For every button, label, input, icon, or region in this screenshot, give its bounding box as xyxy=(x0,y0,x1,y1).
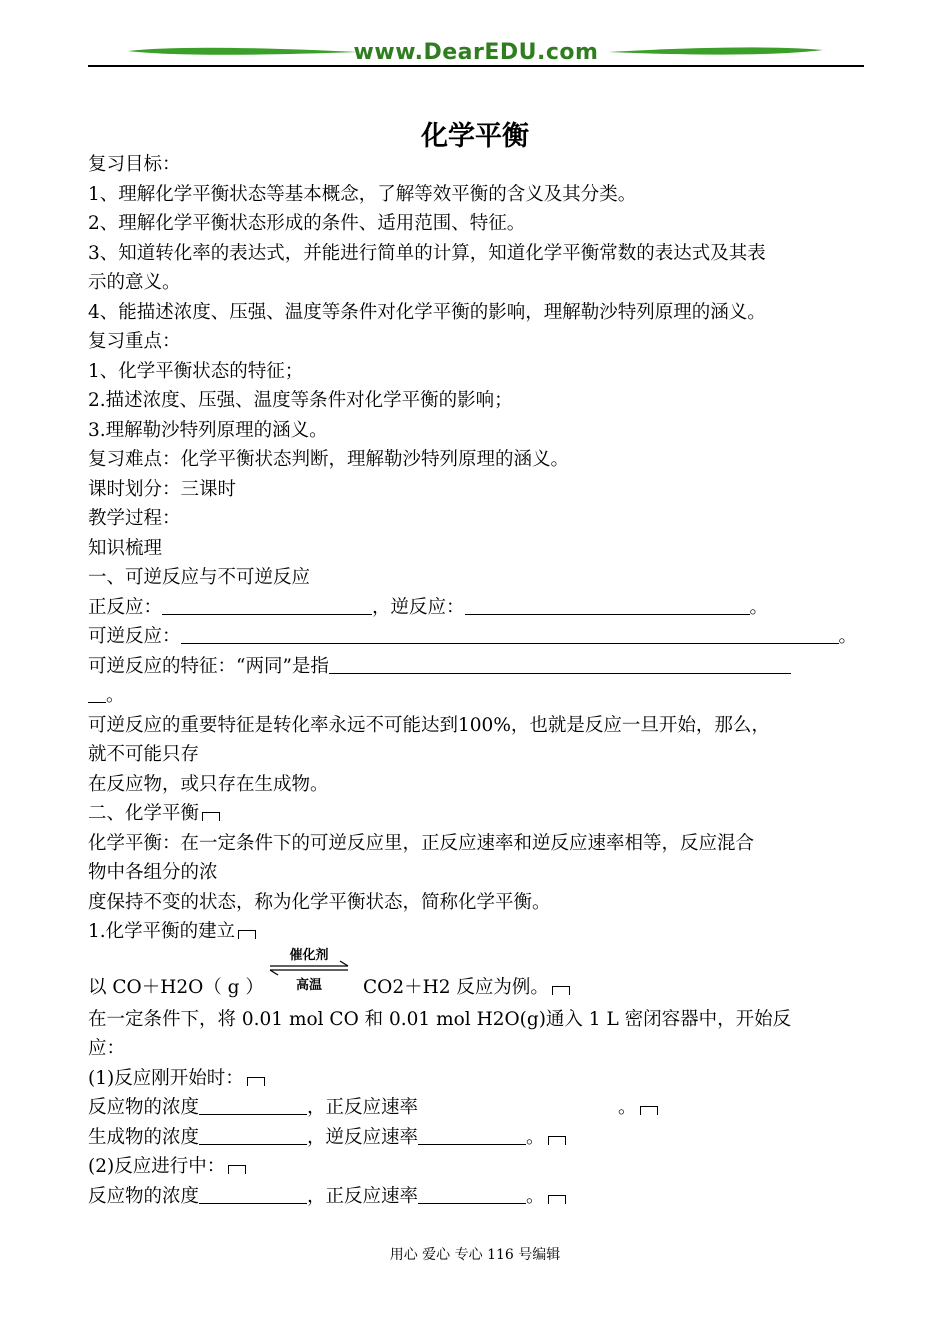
catalyst-label: 催化剂 xyxy=(289,947,329,963)
reversible-arrow-icon xyxy=(266,947,352,1005)
answer-blank[interactable] xyxy=(199,1126,307,1145)
page-header xyxy=(88,38,864,70)
paragraph-mark-icon xyxy=(247,1077,265,1086)
fill-line-forward-reverse xyxy=(88,593,866,623)
document-body xyxy=(88,150,866,1211)
paragraph-mark-icon xyxy=(552,986,570,995)
feature-label: 可逆反应的特征：“两同”是指 xyxy=(88,655,329,677)
text-line: 课时划分：三课时 xyxy=(88,478,237,500)
answer-blank[interactable] xyxy=(162,596,372,615)
paragraph-mark-icon xyxy=(548,1136,566,1145)
text-line: 4、能描述浓度、压强、温度等条件对化学平衡的影响，理解勒沙特列原理的涵义。 xyxy=(88,301,766,323)
reactant-conc-label: 反应物的浓度 xyxy=(88,1097,200,1118)
fill-line-feature-cont xyxy=(88,681,866,711)
period: 。 xyxy=(838,626,858,647)
equation-right xyxy=(363,973,570,1003)
site-logo: www.DearEDU.com xyxy=(353,40,599,65)
text-line: 知识梳理 xyxy=(88,537,163,559)
text-line: 1、化学平衡状态的特征； xyxy=(88,360,304,382)
text-line: 复习重点： xyxy=(88,331,181,352)
answer-blank[interactable] xyxy=(465,596,750,615)
paragraph-mark-icon xyxy=(238,930,256,939)
reversible-label: 可逆反应： xyxy=(88,626,181,647)
period: 。 xyxy=(749,596,769,618)
fill-line-feature xyxy=(88,652,866,682)
paragraph-mark-icon xyxy=(228,1165,246,1174)
reactant-conc-label: 反应物的浓度 xyxy=(88,1185,200,1207)
text-line: 物中各组分的浓 xyxy=(88,862,218,883)
fill-line xyxy=(88,1123,866,1153)
answer-blank[interactable] xyxy=(199,1185,307,1204)
text-line: 3.理解勒沙特列原理的涵义。 xyxy=(88,419,328,441)
reverse-label: ，逆反应： xyxy=(372,596,465,618)
period: 。 xyxy=(526,1126,545,1148)
fill-line xyxy=(88,1182,866,1212)
paragraph-mark-icon xyxy=(202,812,220,821)
text-line: 在反应物，或只存在生成物。 xyxy=(88,773,329,795)
fill-line-reversible xyxy=(88,622,866,652)
period: 。 xyxy=(526,1185,545,1207)
period: 。 xyxy=(618,1097,637,1118)
fill-line xyxy=(88,1093,866,1123)
product-conc-label: 生成物的浓度 xyxy=(88,1126,200,1148)
answer-blank[interactable] xyxy=(199,1096,307,1115)
text-line: 就不可能只存 xyxy=(88,744,200,765)
answer-blank[interactable] xyxy=(418,1185,526,1204)
page-footer: 用心 爱心 专心 116 号编辑 xyxy=(389,1247,561,1263)
text-line: 应： xyxy=(88,1038,126,1059)
text-line: 示的意义。 xyxy=(88,272,181,293)
answer-blank[interactable] xyxy=(181,625,839,644)
answer-blank[interactable] xyxy=(329,655,791,674)
header-rule xyxy=(88,65,864,67)
step-heading xyxy=(88,1064,866,1094)
text-line: 一、可逆反应与不可逆反应 xyxy=(88,567,311,588)
equation-left: 以 CO＋H2O（ g ） xyxy=(88,976,264,998)
text-line: 化学平衡：在一定条件下的可逆反应里，正反应速率和逆反应速率相等，反应混合 xyxy=(88,832,755,854)
step-title: (2)反应进行中： xyxy=(88,1156,226,1177)
reverse-rate-label: ，逆反应速率 xyxy=(307,1126,419,1148)
text-line: 教学过程： xyxy=(88,508,181,529)
condition-label: 高温 xyxy=(295,977,323,993)
text-line: 1、理解化学平衡状态等基本概念，了解等效平衡的含义及其分类。 xyxy=(88,183,637,205)
text-line: 2、理解化学平衡状态形成的条件、适用范围、特征。 xyxy=(88,213,526,234)
text-line: 2.描述浓度、压强、温度等条件对化学平衡的影响； xyxy=(88,390,513,411)
equation-right-text: CO2＋H2 反应为例。 xyxy=(363,976,549,998)
section-heading xyxy=(88,799,866,829)
forward-rate-label: ，正反应速率 xyxy=(307,1185,419,1207)
subsection-title: 1.化学平衡的建立 xyxy=(88,921,236,942)
answer-blank[interactable] xyxy=(88,684,106,703)
chemical-equation xyxy=(88,947,866,1005)
forward-label: 正反应： xyxy=(88,596,163,618)
paragraph-mark-icon xyxy=(640,1106,658,1115)
text-line: 复习目标： xyxy=(88,154,181,175)
page-title: 化学平衡 xyxy=(421,121,529,152)
subsection-heading xyxy=(88,917,866,947)
text-line: 复习难点：化学平衡状态判断，理解勒沙特列原理的涵义。 xyxy=(88,449,570,470)
text-line: 可逆反应的重要特征是转化率永远不可能达到100%，也就是反应一旦开始，那么， xyxy=(88,714,770,736)
text-line: 在一定条件下，将 0.01 mol CO 和 0.01 mol H2O(g)通入 1 L 密闭容器中，开始反 xyxy=(88,1008,792,1030)
step-heading xyxy=(88,1152,866,1182)
paragraph-mark-icon xyxy=(548,1195,566,1204)
forward-rate-label: ，正反应速率 xyxy=(307,1097,419,1118)
step-title: (1)反应刚开始时： xyxy=(88,1067,244,1089)
section-title: 二、化学平衡 xyxy=(88,803,200,824)
text-line: 度保持不变的状态，称为化学平衡状态，简称化学平衡。 xyxy=(88,891,551,913)
period: 。 xyxy=(106,685,125,706)
answer-blank[interactable] xyxy=(418,1126,526,1145)
text-line: 3、知道转化率的表达式，并能进行简单的计算，知道化学平衡常数的表达式及其表 xyxy=(88,242,766,264)
